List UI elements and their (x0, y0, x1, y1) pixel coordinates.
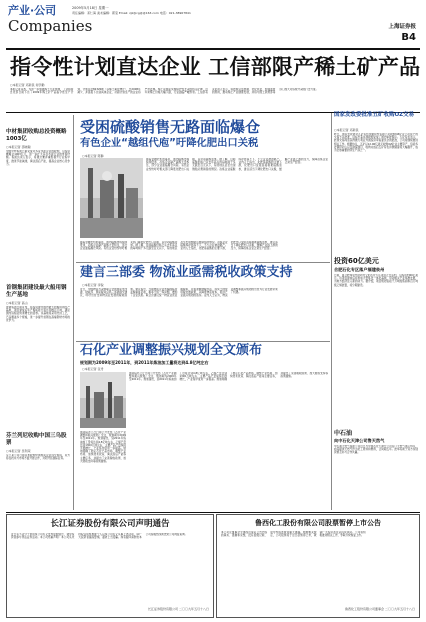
steel-heading: 首钢集团建设最大船用钢生产基地 (6, 285, 67, 298)
sidebar-byline: ○本报记者 邓新民 (334, 128, 359, 132)
petrochem-body: 国务院办公厅日前公开发布《石化产业调整和振兴规划》全文，规划期为2009年至2011年。规划提出，到2011年炼油加工量将达到4.8亿吨左右，乙烯产量达到1300万吨左右，主要产品产量保持平稳增长，产业集中度进一步提高。规划明确了稳定石化产品市场、调整产业布局、加快技术改造、淘汰落后产能等主要任务，并提出了完善税收政策、加大财政支持等政策措施。 (129, 372, 328, 382)
ad-left-footer: 长江证券股份有限公司 二〇〇九年五月十八日 (148, 607, 209, 611)
section-title: 产业·公司 (8, 4, 57, 17)
ad-left-body: 近日有不法分子冒用本公司名义发布虚假信息，诱导投资者参与非法证券活动。本公司郑重声明：本公司从未授权任何机构或个人以本公司名义从事上述活动，请广大投资者提高警惕，谨防上当受骗。如有疑问请致电本公司客服热线或登录公司网站查询。 (11, 533, 188, 540)
fertilizer-body: 随着金融危机的蔓延，国内硫酸市场持续低迷，冶炼企业副产硫酸大量积压，部分企业面临爆仓风险。有色企业纷纷呼吁相关部门降低化肥出口关税，以带动硫酸需求。据了解，目前硫酸价格已从去年高点的每吨两千多元跌至百元以下，有的地区甚至出现倒贴运费销售的情况。冶炼企业硫酸库存居高不下，不少企业被迫限产。业内人士指出，化肥是硫酸的主要下游，化肥出口受阻直接拖累硫酸需求，建议适当下调化肥出口关税，缓解产业链上游的压力，保障冶炼企业正常生产经营。 (146, 158, 328, 171)
fertilizer-title-1: 受困硫酸销售无路面临爆仓 (80, 118, 261, 136)
petrochem-byline: ○本报记者 张舟 (82, 367, 104, 371)
investment-heading: 投资60亿美元 (334, 257, 379, 265)
factory-photo-icon (80, 158, 143, 238)
section-title-en: Companies (8, 17, 93, 35)
main-headline: 指令性计划直达企业 工信部限产稀土矿产品 (10, 55, 421, 79)
petrochem-subtitle: 规划期为2009年至2011年，到2011年炼油加工量将达到4.8亿吨左右 (80, 360, 209, 365)
right-column-rule (331, 113, 332, 510)
divider-2 (76, 262, 330, 263)
investment-subheading: 合肥石化专区落户福建泉州 (334, 267, 385, 272)
masthead-editor: 责任编辑：邓仁海 美术编辑：郭莹 Email: zjz@cg@@163.com 电话：021-38967841 (72, 11, 191, 15)
ad-left (6, 514, 214, 618)
sinopec-heading: 中石油 (334, 430, 353, 437)
petrochem-title: 石化产业调整振兴规划全文颁布 (80, 343, 263, 358)
steel-body: 首钢集团日前宣布，将投资建设国内最大的船用钢生产基地，项目建成后年产船板能力将达到数百万吨，满足国内造船业快速增长的需求。该基地将采用先进工艺，产品覆盖多个规格，进一步提升首钢在高端钢材市场的竞争力。 (6, 306, 70, 322)
fertilizer-byline: ○本报记者 陈静 (82, 154, 104, 158)
construction-byline: ○本报记者 李锐 (82, 283, 104, 287)
mining-body: 中国中材集团日前完成对多家水泥企业的收购，总投资概略达1003亿元，进一步扩大其在水泥行业的市场份额。集团负责人表示，将通过兼并重组提升行业集中度，推进节能减排，淘汰落后产能，提高企业核心竞争力。 (6, 150, 70, 166)
page-number: B4 (401, 32, 416, 43)
main-body: 本报记者获悉，为进一步加强稀土行业管理，工业和信息化部日前下达了2009年稀土矿产品指令性生产计划，计划总量82320吨（以稀土氧化物计），比2008年减少，并直接下达到具体企业，对超计划生产的企业将严肃处理。稀土是国家实施保护性开采的特定矿种，近年来稀土价格大幅下跌，行业面临严峻形势。工信部有关负责人表示，将按照总量控制、优化存量、加强监管的原则，推动稀土产业健康发展，并将与国土资源部等部门加大对违规开采的打击力度。 (10, 88, 319, 95)
left-column (6, 115, 72, 510)
mining-byline: ○本报记者 邵晓聪 (6, 145, 31, 149)
ad-right (216, 514, 420, 618)
petrochem-body-2: 国务院办公厅日前公开发布《石化产业调整和振兴规划》全文，规划期为2009年至2011年。规划提出，到2011年炼油加工量将达到4.8亿吨左右，乙烯产量达到1300万吨左右，主要产品产量保持平稳增长，产业集中度进一步提高。规划明确了稳定石化产品市场、调整产业布局、加快技术改造、淘汰落后产能等主要任务，并提出了完善税收政策、加大财政支持等政策措施。 (80, 431, 126, 463)
ads-rule (6, 512, 420, 513)
steel-byline: ○本报记者 高山 (6, 301, 28, 305)
ad-right-title: 鲁西化工股份有限公司股票暂停上市公告 (255, 519, 381, 527)
sinopec-body: 中石油天然气集团公司近日与中国石化天津分公司签订天然气供应协议，向其提供天然气作为化工原料和燃料，合同期五年。此举有助于双方实现资源互补与合作共赢。 (334, 445, 418, 455)
divider-3 (76, 341, 330, 342)
industrial-photo (80, 158, 143, 238)
refinery-photo-icon (80, 372, 126, 428)
masthead-rule (6, 48, 420, 50)
fertilizer-title-2: 有色企业“越组代庖”吁降化肥出口关税 (80, 137, 259, 149)
paper-name: 上海证券报 (388, 24, 416, 30)
masthead (6, 4, 420, 52)
left-column-rule (73, 115, 74, 510)
main-byline: ○本报记者 邓新民 何学勤 (10, 83, 45, 87)
nuclear-body: 芬兰某公司日前宣布收购中国相关企业部分股权，双方将在技术与市场方面开展合作，共同开拓国际业务。 (6, 454, 70, 461)
ad-left-title: 长江证券股份有限公司声明通告 (50, 519, 170, 529)
construction-title: 建言三部委 物流业亟需税收政策支持 (80, 265, 293, 280)
right-sidebar (334, 112, 420, 510)
construction-body: 近日，中国物流与采购联合会向国家发改委、财政部、国家税务总局三部委提交建议，呼吁出台支持物流业发展的税收政策。建议指出，当前物流企业普遍面临营业税重复征收、税率不统一等问题，增加了企业负担。联合会建议统一物流业营业税税率，完善差额纳税办法，落实土地使用税优惠政策，以降低物流成本，促进产业振兴规划的落实。业内人士认为，物流业调整和振兴规划的出台为行业发展带来了机遇。 (80, 288, 278, 298)
masthead-info: 2009年5月18日 星期一 (72, 6, 109, 10)
fertilizer-body-2: 随着金融危机的蔓延，国内硫酸市场持续低迷，冶炼企业副产硫酸大量积压，部分企业面临爆仓风险。有色企业纷纷呼吁相关部门降低化肥出口关税，以带动硫酸需求。据了解，目前硫酸价格已从去年高点的每吨两千多元跌至百元以下，有的地区甚至出现倒贴运费销售的情况。冶炼企业硫酸库存居高不下，不少企业被迫限产。业内人士指出，化肥是硫酸的主要下游，化肥出口受阻直接拖累硫酸需求，建议适当下调化肥出口关税，缓解产业链上游的压力，保障冶炼企业正常生产经营。 (80, 241, 278, 251)
sidebar-heading: 国家发改委批准五矿收购OZ交易 (334, 112, 415, 118)
investment-body: 日前，由合肥和泉州共同设立的石化专区项目正式签约，总投资约60亿美元。该项目建成后将形成大型炼化一体化基地，带动相关产业集群发展，为地方经济注入新的动力。据介绍，项目规划包括千万吨级炼油和百万吨级乙烯装置，将分期建设。 (334, 274, 418, 287)
sinopec-subheading: 向中石化天津公司售天然气 (334, 438, 385, 443)
nuclear-heading: 芬兰列尼收购中国三乌股票 (6, 433, 67, 446)
ad-right-footer: 鲁西化工股份有限公司董事会 二〇〇九年五月十八日 (345, 607, 415, 611)
mining-heading: 中材集团收购总投资概略1003亿 (6, 129, 67, 142)
nuclear-byline: ○本报记者 吴利荣 (6, 449, 31, 453)
petrochem-photo (80, 372, 126, 428)
ad-right-body: 本公司及董事会全体成员保证公告内容的真实、准确和完整，没有虚假记载、误导性陈述或者重大遗漏。根据相关规定，公司股票将于近日起暂停上市，敬请广大投资者注意投资风险。公司将积极推进相关工作，争取尽快恢复上市。 (221, 531, 366, 538)
sidebar-body: 昨日，国家发改委对五矿有色金属股份有限公司收购OZ矿业公司资产的交易予以批准，这标志着该项收购完成了国内审批程序。五矿有色表示，此项交易尚需获得澳大利亚外国投资审查委员会的批准，公司将继续推进相关工作。根据协议，五矿以12.06亿美元收购OZ矿业主要资产，包括多处铜锌矿山以及勘探项目，收购完成后五矿有色资源储备将大幅提升，成为全球重要的锌生产商之一。 (334, 133, 418, 153)
